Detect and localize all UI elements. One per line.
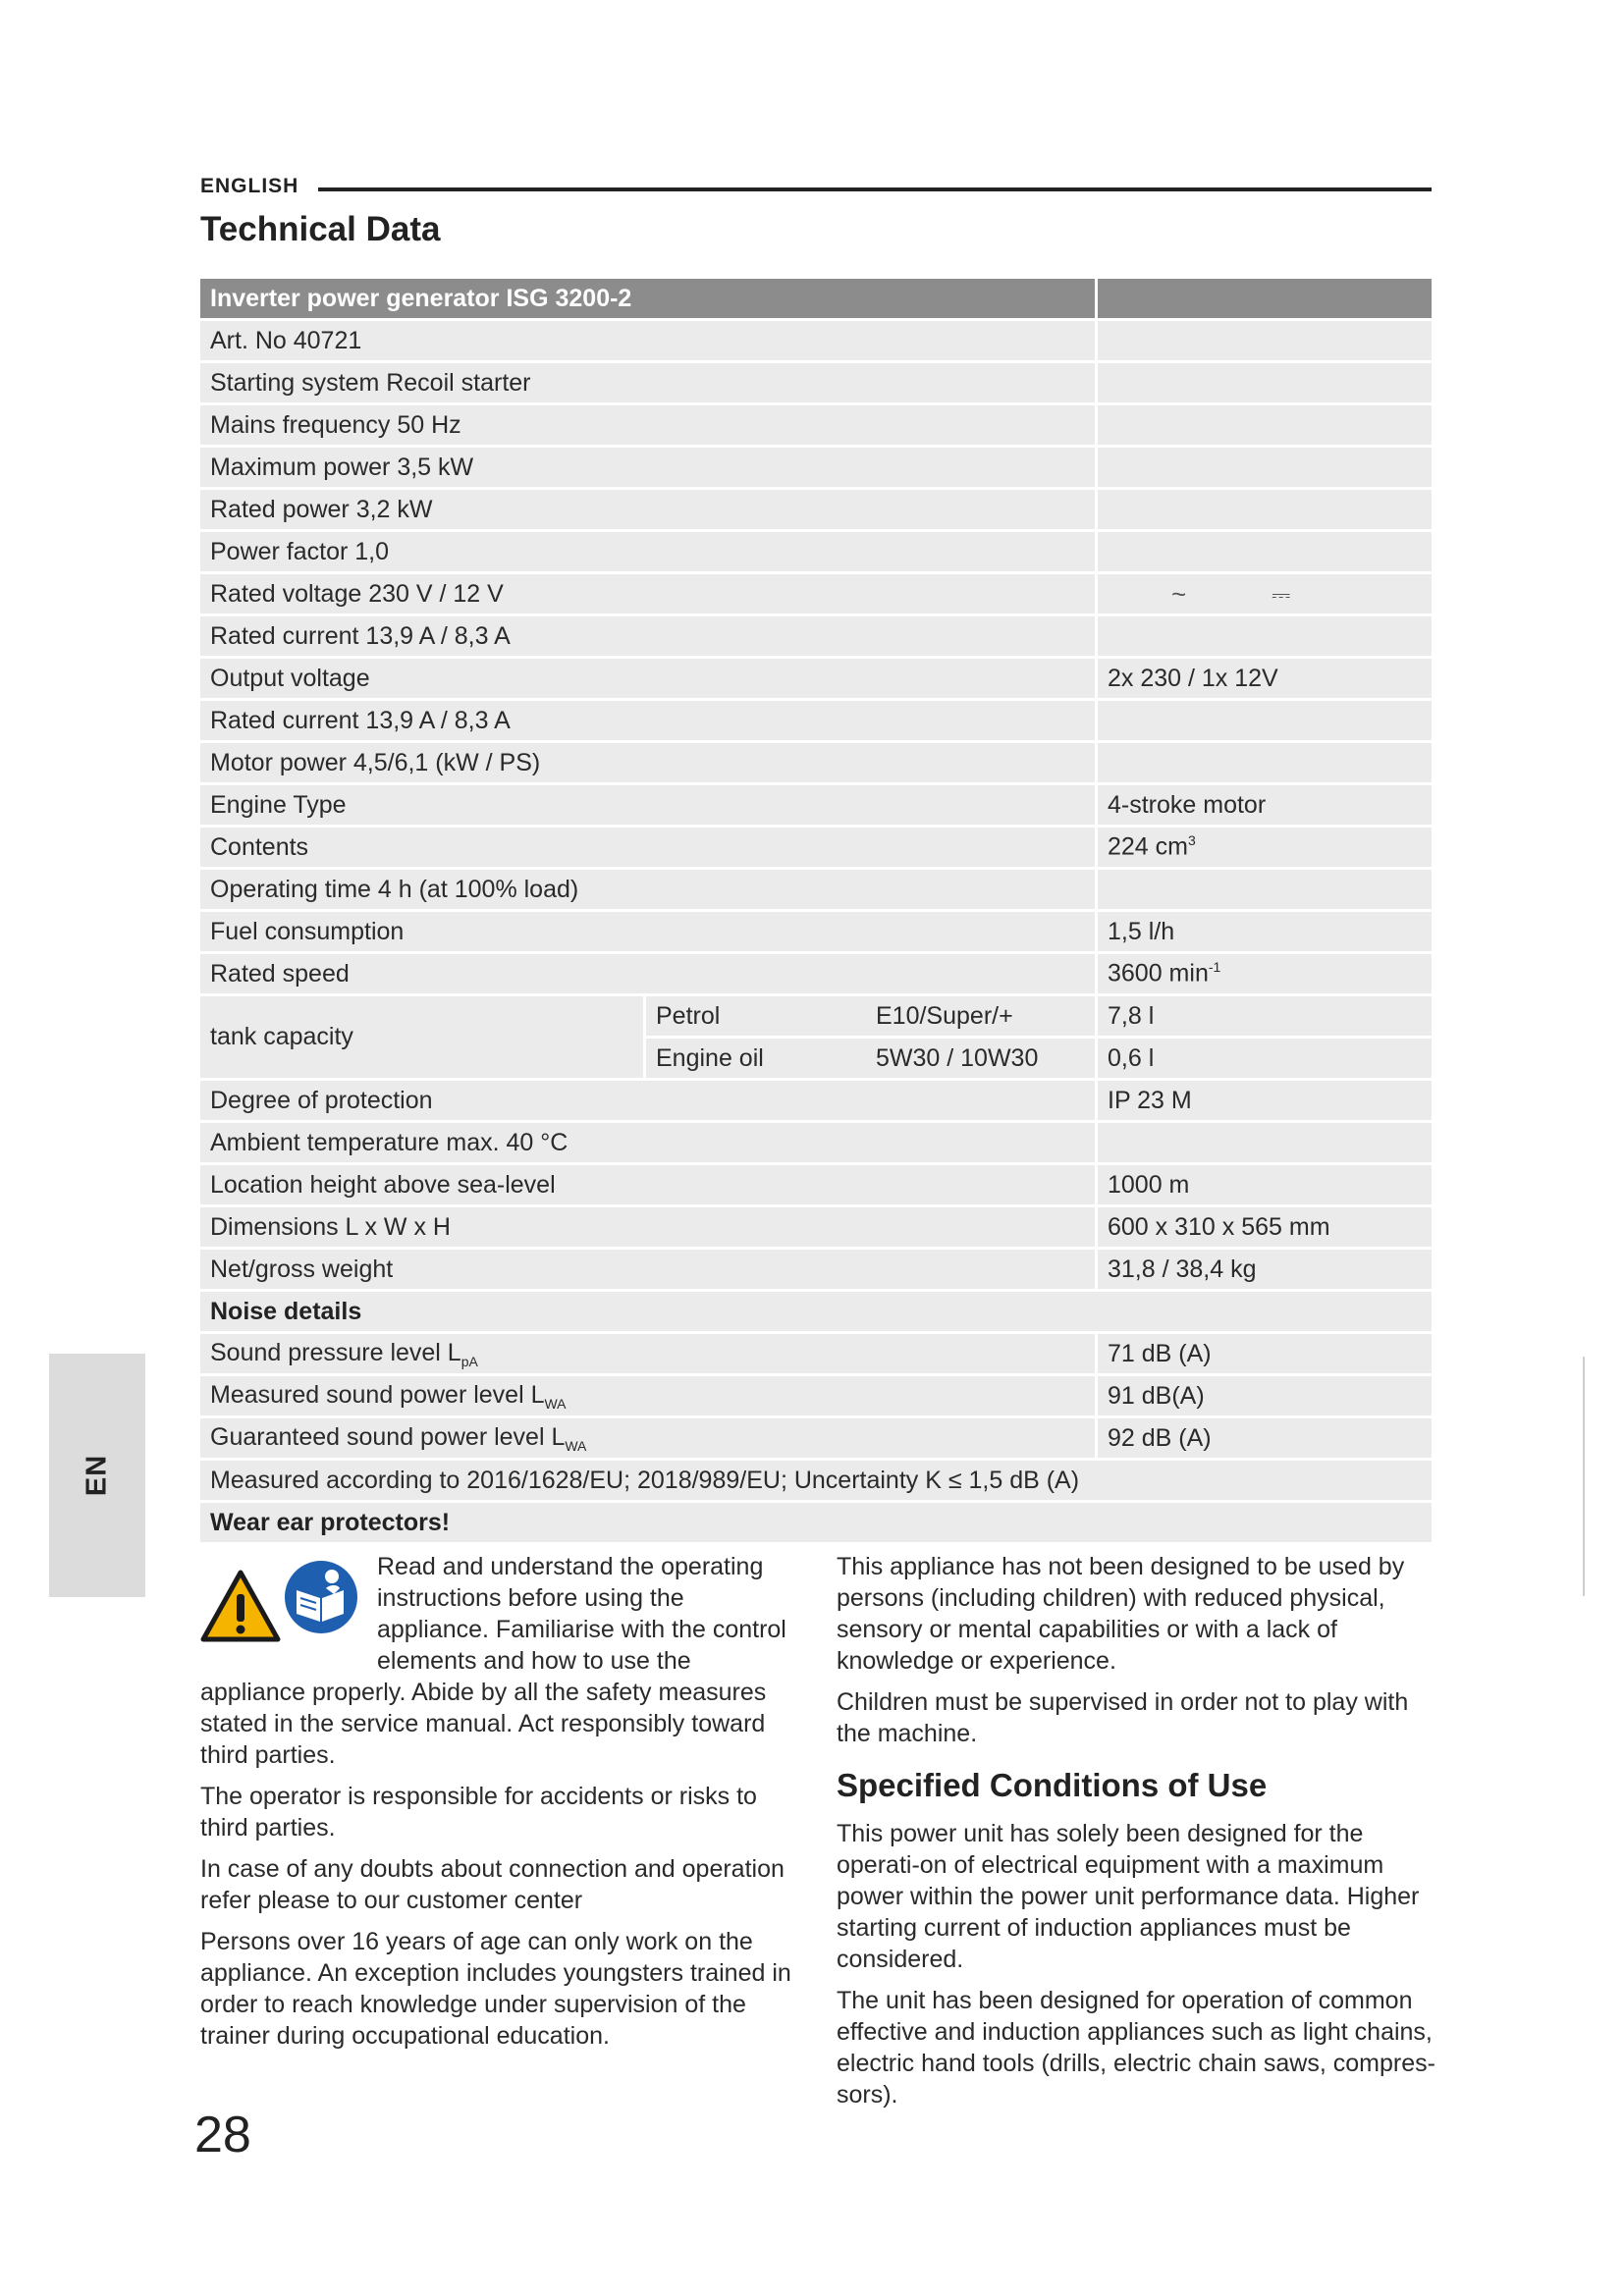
- safety-icons: [200, 1559, 367, 1647]
- row-label: [200, 1418, 1098, 1458]
- row-value: 1000 m: [1098, 1165, 1432, 1204]
- age-restriction-paragraph: Persons over 16 years of age can only work on the appliance. An exception includes youngsters trained in order to reach knowledge under supervision of the trainer during occupational education.: [200, 1928, 791, 2050]
- row-label: Motor power 4,5/6,1 (kW / PS): [200, 743, 1098, 782]
- row-label: Ambient temperature max. 40 °C: [200, 1123, 1098, 1162]
- row-value: IP 23 M: [1098, 1081, 1432, 1120]
- table-row: [200, 870, 1432, 909]
- row-value: [1098, 870, 1432, 909]
- read-manual-icon: [283, 1559, 359, 1635]
- table-row: [200, 1503, 1432, 1542]
- table-row: [200, 1461, 1432, 1500]
- noise-label: Guaranteed sound power level L: [210, 1422, 566, 1451]
- row-label: Power factor 1,0: [200, 532, 1098, 571]
- language-tab-label: EN: [81, 1454, 113, 1497]
- tank-spec: E10/Super/+: [866, 996, 1098, 1036]
- language-side-tab: [49, 1354, 145, 1597]
- row-value: [1098, 321, 1432, 360]
- table-row: [200, 1081, 1432, 1120]
- section-label: ENGLISH: [200, 175, 299, 197]
- table-row: [200, 490, 1432, 529]
- row-label: [200, 1376, 1098, 1415]
- ear-protection-warning: Wear ear protectors!: [200, 1503, 1432, 1542]
- row-value: [1098, 701, 1432, 740]
- dc-symbol-icon: ⎓: [1272, 581, 1291, 609]
- table-row: [200, 1376, 1432, 1415]
- row-label: Contents: [200, 828, 1098, 867]
- left-text-column: [200, 1551, 799, 2061]
- row-value: 2x 230 / 1x 12V: [1098, 659, 1432, 698]
- row-value: 31,8 / 38,4 kg: [1098, 1250, 1432, 1289]
- table-row: [200, 785, 1432, 825]
- noise-label: Measured sound power level L: [210, 1380, 545, 1409]
- conditions-of-use-heading: Specified Conditions of Use: [837, 1767, 1268, 1803]
- row-value: 71 dB (A): [1098, 1334, 1432, 1373]
- row-label: Starting system Recoil starter: [200, 363, 1098, 402]
- table-row: [200, 954, 1432, 993]
- table-row: [200, 1165, 1432, 1204]
- intended-use-paragraph: This power unit has solely been designed for the operati-on of electrical equipment with a maximum power within the power unit performance data. Higher starting current of induction appliances must be considered.: [837, 1820, 1420, 1973]
- table-row: [200, 616, 1432, 656]
- row-label: Engine Type: [200, 785, 1098, 825]
- table-row: [200, 363, 1432, 402]
- right-text-column: [837, 1551, 1435, 2120]
- row-value: [1098, 828, 1432, 867]
- table-row: [200, 405, 1432, 445]
- row-label: Output voltage: [200, 659, 1098, 698]
- row-value: [1098, 448, 1432, 487]
- row-value: [1098, 363, 1432, 402]
- table-row: [200, 1250, 1432, 1289]
- tank-medium: Petrol: [646, 996, 866, 1036]
- row-value: 91 dB(A): [1098, 1376, 1432, 1415]
- tank-value: 0,6 l: [1098, 1039, 1432, 1078]
- table-row: [200, 996, 1432, 1036]
- tank-spec: 5W30 / 10W30: [866, 1039, 1098, 1078]
- row-value: 4-stroke motor: [1098, 785, 1432, 825]
- noise-details-heading: Noise details: [200, 1292, 1432, 1331]
- header-empty-cell: [1098, 279, 1432, 318]
- row-value: [1098, 616, 1432, 656]
- tank-medium: Engine oil: [646, 1039, 866, 1078]
- row-label: Location height above sea-level: [200, 1165, 1098, 1204]
- row-value: [1098, 405, 1432, 445]
- row-value: [1098, 954, 1432, 993]
- contents-value: 224 cm: [1108, 832, 1188, 861]
- row-label: Net/gross weight: [200, 1250, 1098, 1289]
- read-instructions-paragraph: Read and understand the operating instructions before using the appliance. Familiarise with the control elements and how to use the appliance properly. Abide by all the safety measures stated in the service manual. Act responsibly toward third parties.: [200, 1553, 786, 1769]
- page-title: Technical Data: [200, 210, 441, 248]
- row-label: Rated speed: [200, 954, 1098, 993]
- row-label: Degree of protection: [200, 1081, 1098, 1120]
- table-row: [200, 532, 1432, 571]
- table-header-row: [200, 279, 1432, 318]
- header-rule: [318, 187, 1432, 191]
- row-label: Rated current 13,9 A / 8,3 A: [200, 701, 1098, 740]
- warning-triangle-icon: [200, 1569, 281, 1643]
- noise-subscript: WA: [565, 1437, 587, 1454]
- noise-subscript: pA: [460, 1353, 478, 1369]
- measured-note: Measured according to 2016/1628/EU; 2018/989/EU; Uncertainty K ≤ 1,5 dB (A): [200, 1461, 1432, 1500]
- customer-center-paragraph: In case of any doubts about connection and operation refer please to our customer center: [200, 1855, 785, 1914]
- table-row: [200, 828, 1432, 867]
- row-label: Rated current 13,9 A / 8,3 A: [200, 616, 1098, 656]
- row-value: 92 dB (A): [1098, 1418, 1432, 1458]
- row-value: [1098, 1123, 1432, 1162]
- row-value: 600 x 310 x 565 mm: [1098, 1207, 1432, 1247]
- children-supervision-paragraph: Children must be supervised in order not to play with the machine.: [837, 1688, 1409, 1747]
- table-row: [200, 1207, 1432, 1247]
- operator-responsibility-paragraph: The operator is responsible for accidents or risks to third parties.: [200, 1783, 757, 1842]
- row-label: Dimensions L x W x H: [200, 1207, 1098, 1247]
- ac-symbol-icon: ~: [1171, 578, 1187, 609]
- table-row: [200, 574, 1432, 614]
- row-label: Art. No 40721: [200, 321, 1098, 360]
- row-label: Maximum power 3,5 kW: [200, 448, 1098, 487]
- unit-superscript: -1: [1208, 959, 1221, 976]
- tank-capacity-label: tank capacity: [200, 996, 646, 1078]
- row-value: [1098, 743, 1432, 782]
- noise-subscript: WA: [544, 1395, 567, 1412]
- row-value: [1098, 490, 1432, 529]
- row-label: Operating time 4 h (at 100% load): [200, 870, 1098, 909]
- technical-data-table: [200, 276, 1432, 1545]
- capabilities-paragraph: This appliance has not been designed to be used by persons (including children) with reduced physical, sensory or mental capabilities or with a lack of knowledge or experience.: [837, 1553, 1405, 1675]
- row-label: [200, 1334, 1098, 1373]
- table-row: [200, 1123, 1432, 1162]
- tank-value: 7,8 l: [1098, 996, 1432, 1036]
- table-row: [200, 448, 1432, 487]
- row-label: Rated power 3,2 kW: [200, 490, 1098, 529]
- row-value: 1,5 l/h: [1098, 912, 1432, 951]
- page-number: 28: [194, 2107, 251, 2163]
- table-row: [200, 1418, 1432, 1458]
- product-name: Inverter power generator ISG 3200-2: [200, 279, 1098, 318]
- table-row: [200, 912, 1432, 951]
- table-row: [200, 1334, 1432, 1373]
- unit-superscript: 3: [1187, 832, 1196, 849]
- row-label: Rated voltage 230 V / 12 V: [200, 574, 1098, 614]
- row-value: [1098, 532, 1432, 571]
- noise-label: Sound pressure level L: [210, 1338, 461, 1366]
- appliance-types-paragraph: The unit has been designed for operation of common effective and induction appliances such as light chains, electric hand tools (drills, electric chain saws, compres-sors).: [837, 1987, 1435, 2109]
- row-label: Fuel consumption: [200, 912, 1098, 951]
- voltage-symbols: [1098, 574, 1432, 614]
- row-label: Mains frequency 50 Hz: [200, 405, 1098, 445]
- table-row: [200, 659, 1432, 698]
- speed-value: 3600 min: [1108, 959, 1209, 988]
- table-row: [200, 321, 1432, 360]
- table-row: [200, 1292, 1432, 1331]
- table-row: [200, 743, 1432, 782]
- table-row: [200, 701, 1432, 740]
- right-edge-marker: [1583, 1357, 1585, 1596]
